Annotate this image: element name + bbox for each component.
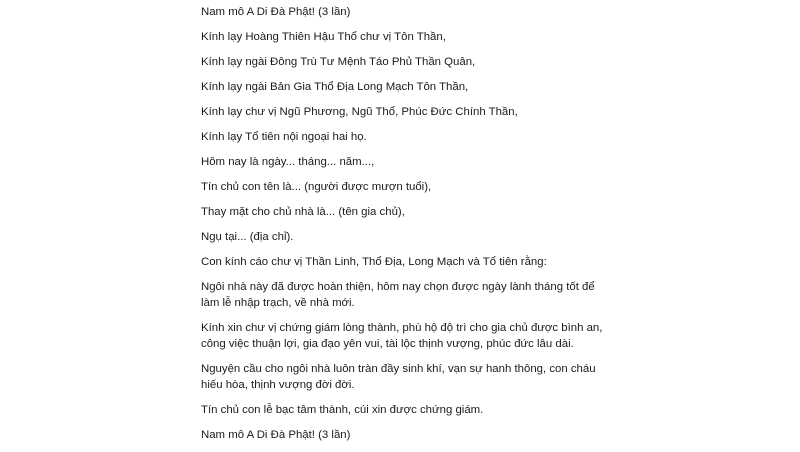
paragraph-devotee-name: Tín chủ con tên là... (người được mượn tuổi), [201,181,432,193]
paragraph-invocation-five-directions: Kính lạy chư vị Ngũ Phương, Ngũ Thổ, Phúc Đức Chính Thần, [201,106,518,118]
paragraph-opening-chant: Nam mô A Di Đà Phật! (3 lần) [201,6,351,18]
paragraph-invocation-heaven-earth: Kính lạy Hoàng Thiên Hậu Thổ chư vị Tôn Thần, [201,31,446,43]
paragraph-closing-chant: Nam mô A Di Đà Phật! (3 lần) [201,429,351,441]
paragraph-offering: Tín chủ con lễ bạc tâm thành, cúi xin được chứng giám. [201,404,484,416]
paragraph-invocation-ancestors: Kính lạy Tổ tiên nội ngoại hai họ. [201,131,367,143]
paragraph-address: Ngụ tại... (địa chỉ). [201,231,294,243]
paragraph-invocation-land-god: Kính lạy ngài Bản Gia Thổ Địa Long Mạch Tôn Thần, [201,81,469,93]
paragraph-house-owner: Thay mặt cho chủ nhà là... (tên gia chủ), [201,206,405,218]
paragraph-date: Hôm nay là ngày... tháng... năm..., [201,156,375,168]
prayer-text [201,4,611,452]
paragraph-invocation-kitchen-god: Kính lạy ngài Đông Trù Tư Mệnh Táo Phủ Thần Quân, [201,56,476,68]
paragraph-prosperity-wish: Nguyện cầu cho ngôi nhà luôn tràn đầy sinh khí, vạn sự hanh thông, con cháu hiếu hòa, thịnh vượng đời đời. [201,363,596,391]
paragraph-blessing-request: Kính xin chư vị chứng giám lòng thành, phù hộ độ trì cho gia chủ được bình an, công việc thuận lợi, gia đạo yên vui, tài lộc thịnh vượng, phúc đức lâu dài. [201,322,603,350]
paragraph-house-completed: Ngôi nhà này đã được hoàn thiện, hôm nay chọn được ngày lành tháng tốt để làm lễ nhập trạch, về nhà mới. [201,281,595,309]
paragraph-announcement: Con kính cáo chư vị Thần Linh, Thổ Địa, Long Mạch và Tổ tiên rằng: [201,256,547,268]
